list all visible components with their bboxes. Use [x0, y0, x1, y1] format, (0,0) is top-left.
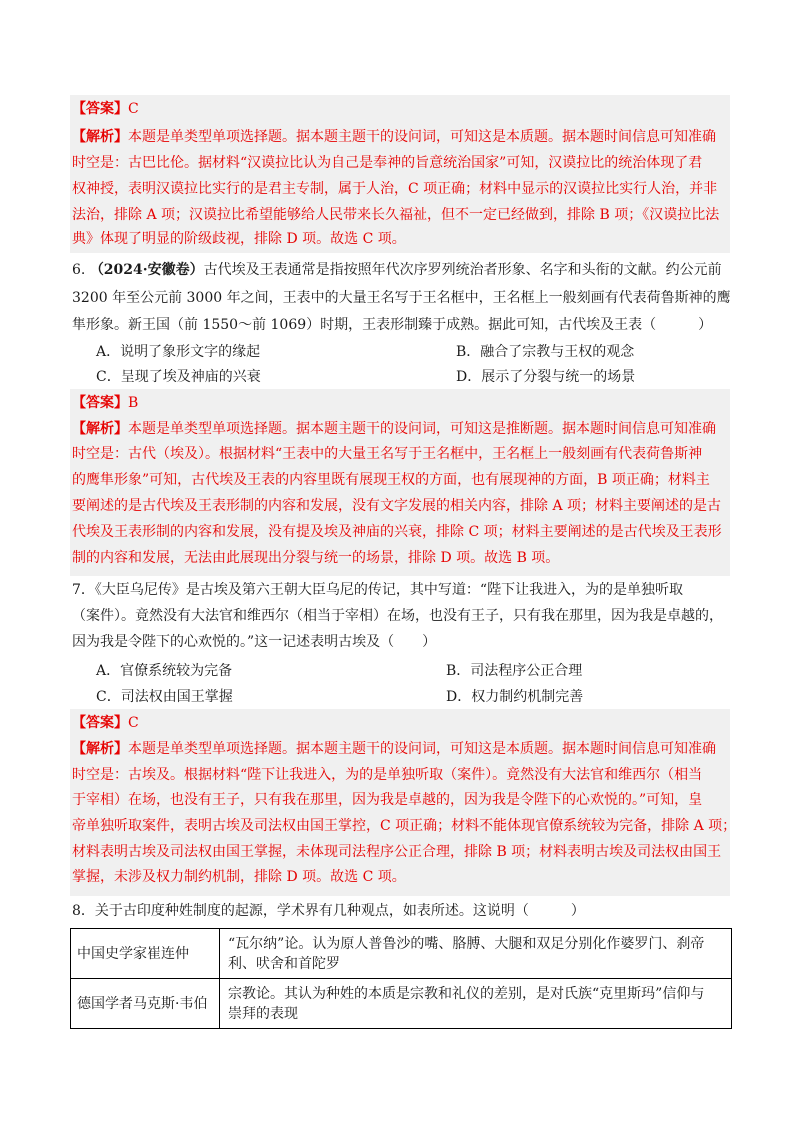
view-line: “瓦尔纳”论。认为原人普鲁沙的嘴、胳膊、大腿和双足分别化作婆罗门、刹帝	[228, 935, 705, 952]
question-stem: 7．《大臣乌尼传》是古埃及第六王朝大臣乌尼的传记，其中写道：“陛下让我进入，为的是单独听取	[72, 582, 684, 598]
option-c: C．司法权由国王掌握	[96, 689, 233, 705]
q5-analysis-line	[72, 127, 716, 147]
q5-answer-block	[70, 95, 730, 253]
analysis-text: 时空是：古埃及。根据材料“陛下让我进入，为的是单独听取（案件）。竟然没有大法官和维西尔（相当	[72, 767, 703, 783]
q7-answer-line	[72, 713, 139, 733]
q6-stem-line	[72, 260, 722, 280]
answer-value: B	[128, 395, 139, 411]
analysis-text: 典》体现了明显的阶级歧视，排除 D 项。故选 C 项。	[72, 231, 406, 247]
question-stem: 隼形象。新王国（前 1550～前 1069）时期，王表形制臻于成熟。据此可知，古代埃及王表（ ）	[72, 317, 713, 333]
analysis-text: 的鹰隼形象”可知，古代埃及王表的内容里既有展现王权的方面，也有展现神的方面，B 项正确；材料主	[72, 472, 710, 488]
analysis-text: 制的内容和发展，无法由此展现出分裂与统一的场景，排除 D 项。故选 B 项。	[72, 550, 560, 566]
q7-answer-block	[70, 709, 737, 896]
view-line: 崇拜的表现	[228, 1005, 298, 1022]
analysis-tag: 【解析】	[72, 421, 128, 437]
option-c: C．呈现了埃及神庙的兴衰	[96, 369, 261, 385]
answer-value: C	[128, 101, 139, 117]
view-cell	[220, 929, 732, 979]
analysis-text: 时空是：古代（埃及）。根据材料“王表中的大量王名写于王名框中，王名框上一般刻画有代表荷鲁斯神	[72, 446, 703, 462]
analysis-tag: 【解析】	[72, 129, 128, 145]
question-stem: 3200 年至公元前 3000 年之间，王表中的大量王名写于王名框中，王名框上一般刻画有代表荷鲁斯神的鹰	[72, 290, 731, 306]
analysis-text: 帝单独听取案件，表明古埃及司法权由国王掌控，C 项正确；材料不能体现官僚系统较为完备，排除 A 项；	[72, 818, 737, 834]
table-row	[71, 929, 732, 979]
scholar-cell: 中国史学家崔连仲	[71, 929, 220, 979]
scholar-cell: 德国学者马克斯·韦伯	[71, 979, 220, 1029]
analysis-text: 法治，排除 A 项；汉谟拉比希望能够给人民带来长久福祉，但不一定已经做到，排除 B 项；《汉谟拉比法	[72, 207, 720, 223]
question-number: 6.	[72, 262, 86, 278]
analysis-text: 本题是单类型单项选择题。据本题主题干的设问词，可知这是本质题。据本题时间信息可知准确	[128, 129, 716, 145]
q7-analysis-line	[72, 739, 716, 759]
analysis-text: 本题是单类型单项选择题。据本题主题干的设问词，可知这是推断题。据本题时间信息可知准确	[128, 421, 716, 437]
analysis-text: 掌握，未涉及权力制约机制，排除 D 项。故选 C 项。	[72, 869, 406, 885]
analysis-text: 于宰相）在场，也没有王子，只有我在那里，因为我是卓越的，因为我是令陛下的心欢悦的。”可知，皇	[72, 792, 703, 808]
view-line: 宗教论。其认为种姓的本质是宗教和礼仪的差别，是对氏族“克里斯玛”信仰与	[228, 985, 705, 1002]
question-stem: （案件）。竟然没有大法官和维西尔（相当于宰相）在场，也没有王子，只有我在那里，因为我是卓越的，	[72, 608, 723, 624]
analysis-text: 权神授，表明汉谟拉比实行的是君主专制，属于人治，C 项正确；材料中显示的汉谟拉比实行人治，并非	[72, 181, 718, 197]
analysis-text: 时空是：古巴比伦。据材料“汉谟拉比认为自己是奉神的旨意统治国家”可知，汉谟拉比的统治体现了君	[72, 155, 703, 171]
option-d: D．权力制约机制完善	[446, 689, 584, 705]
option-b: B．司法程序公正合理	[446, 663, 583, 679]
option-a: A．说明了象形文字的缘起	[96, 344, 261, 360]
viewpoint-table	[70, 928, 732, 1029]
q6-analysis-line	[72, 419, 716, 439]
q6-answer-block	[70, 389, 730, 576]
option-d: D．展示了分裂与统一的场景	[456, 369, 636, 385]
question-source: （2024·安徽卷）	[89, 262, 204, 278]
analysis-text: 代埃及王表形制的内容和发展，没有提及埃及神庙的兴衰，排除 C 项；材料主要阐述的是古代埃及王表形	[72, 524, 722, 540]
question-stem: 古代埃及王表通常是指按照年代次序罗列统治者形象、名字和头衔的文献。约公元前	[203, 262, 722, 278]
answer-tag: 【答案】	[72, 715, 128, 731]
table-row	[71, 979, 732, 1029]
analysis-text: 材料表明古埃及司法权由国王掌握，未体现司法程序公正合理，排除 B 项；材料表明古埃及司法权由国王	[72, 844, 722, 860]
analysis-text: 要阐述的是古代埃及王表形制的内容和发展，没有文字发展的相关内容，排除 A 项；材料主要阐述的是古	[72, 498, 722, 514]
option-a: A．官僚系统较为完备	[96, 663, 233, 679]
analysis-tag: 【解析】	[72, 741, 128, 757]
q5-answer-line	[72, 99, 139, 119]
answer-tag: 【答案】	[72, 395, 128, 411]
option-b: B．融合了宗教与王权的观念	[456, 344, 635, 360]
question-stem: 8．关于古印度种姓制度的起源，学术界有几种观点，如表所述。这说明（ ）	[72, 903, 585, 919]
view-cell	[220, 979, 732, 1029]
answer-tag: 【答案】	[72, 101, 128, 117]
q6-answer-line	[72, 393, 138, 413]
analysis-text: 本题是单类型单项选择题。据本题主题干的设问词，可知这是本质题。据本题时间信息可知准确	[128, 741, 716, 757]
question-stem: 因为我是令陛下的心欢悦的。”这一记述表明古埃及（ ）	[72, 634, 437, 650]
answer-value: C	[128, 715, 139, 731]
view-line: 利、吠舍和首陀罗	[228, 955, 340, 972]
